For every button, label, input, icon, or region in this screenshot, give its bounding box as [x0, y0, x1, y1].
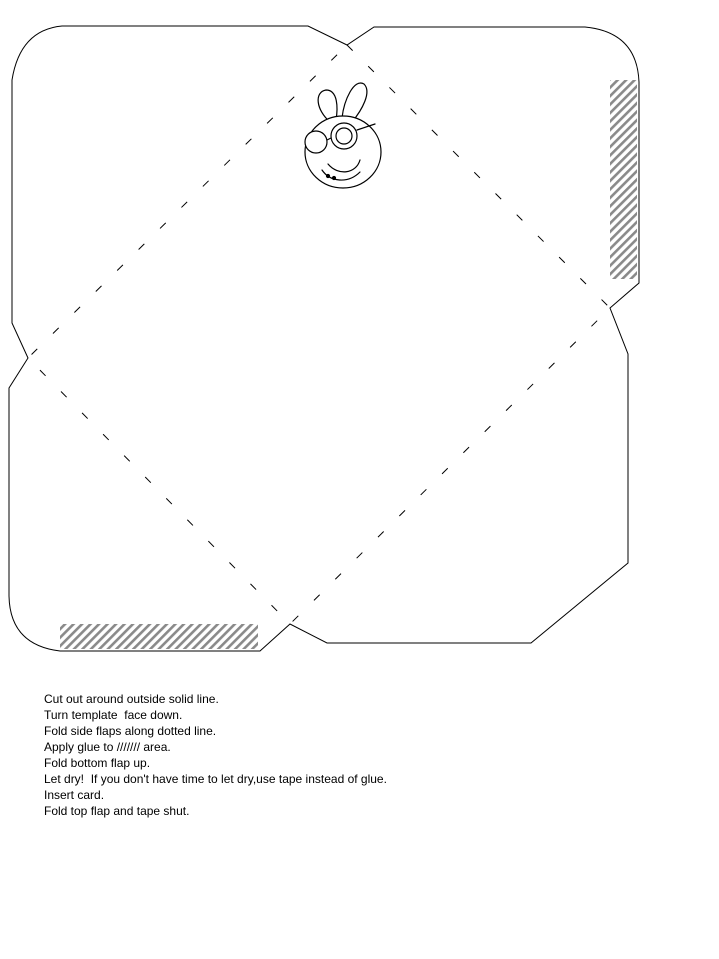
instruction-line: Apply glue to /////// area. [44, 740, 171, 754]
instruction-line: Insert card. [44, 788, 105, 802]
instruction-line: Let dry! If you don't have time to let dry,use tape instead of glue. [44, 772, 387, 786]
instruction-line: Fold side flaps along dotted line. [44, 724, 217, 738]
instruction-line: Turn template face down. [44, 708, 183, 722]
instructions-list [44, 691, 387, 819]
instruction-line: Fold bottom flap up. [44, 756, 151, 770]
instruction-line: Cut out around outside solid line. [44, 692, 219, 706]
outer-cut-line [9, 26, 639, 651]
glue-area-bottom [60, 624, 258, 649]
glue-area-right [610, 80, 637, 279]
instruction-line: Fold top flap and tape shut. [44, 804, 190, 818]
character-face-icon [305, 83, 381, 188]
